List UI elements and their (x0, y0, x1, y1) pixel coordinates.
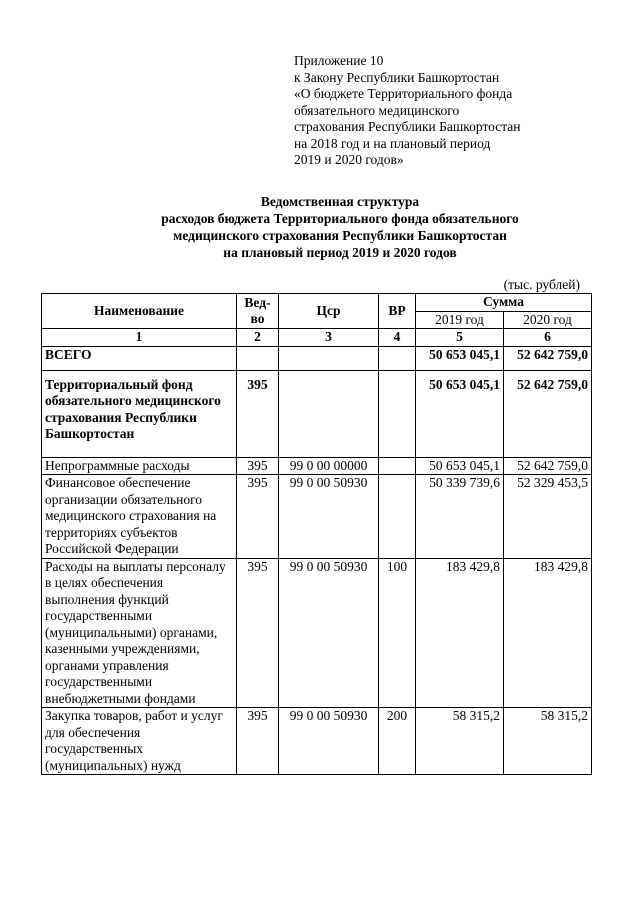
table-row (42, 708, 592, 775)
row-2019: 50 653 045,1 (416, 457, 504, 475)
row-2020: 52 642 759,0 (504, 457, 592, 475)
appendix-reference (294, 53, 594, 169)
appendix-line: на 2018 год и на плановый период (294, 135, 491, 151)
row-2019: 50 653 045,1 (416, 370, 504, 457)
appendix-line: 2019 и 2020 годов» (294, 152, 404, 167)
row-ved: 395 (237, 558, 279, 708)
row-vr (379, 370, 416, 457)
table-row (42, 346, 592, 370)
column-number: 2 (237, 329, 279, 347)
row-2019: 58 315,2 (416, 708, 504, 775)
appendix-line: «О бюджете Территориального фонда (294, 86, 513, 101)
column-number: 1 (42, 329, 237, 347)
title-line: медицинского страхования Республики Башкортостан (173, 228, 507, 243)
row-name: ВСЕГО (42, 346, 237, 370)
header-ved (237, 294, 279, 329)
header-row (42, 294, 592, 312)
header-2019: 2019 год (416, 311, 504, 329)
row-csr: 99 0 00 50930 (279, 558, 379, 708)
row-ved: 395 (237, 708, 279, 775)
row-csr: 99 0 00 50930 (279, 475, 379, 559)
row-csr: 99 0 00 00000 (279, 457, 379, 475)
row-csr (279, 370, 379, 457)
document-title (60, 193, 620, 261)
row-vr: 200 (379, 708, 416, 775)
row-name: Территориальный фонд обязательного медицинского страхования Республики Башкортостан (42, 370, 237, 457)
table-row (42, 475, 592, 559)
row-2019: 50 653 045,1 (416, 346, 504, 370)
row-ved: 395 (237, 370, 279, 457)
table-row (42, 457, 592, 475)
row-name: Расходы на выплаты персоналу в целях обеспечения выполнения функций государственными (муниципальными) органами, казенными учреждениями, органами управления государственными внебюджетными фондами (42, 558, 237, 708)
row-2020: 52 642 759,0 (504, 346, 592, 370)
row-csr (279, 346, 379, 370)
column-number: 6 (504, 329, 592, 347)
column-number-row (42, 329, 592, 347)
row-2019: 50 339 739,6 (416, 475, 504, 559)
appendix-line: к Закону Республики Башкортостан (294, 69, 500, 85)
table-row (42, 370, 592, 457)
row-ved (237, 346, 279, 370)
row-ved: 395 (237, 475, 279, 559)
row-name: Непрограммные расходы (42, 457, 237, 475)
column-number: 3 (279, 329, 379, 347)
row-vr (379, 457, 416, 475)
row-name: Закупка товаров, работ и услуг для обеспечения государственных (муниципальных) нужд (42, 708, 237, 775)
row-ved: 395 (237, 457, 279, 475)
column-number: 4 (379, 329, 416, 347)
row-2019: 183 429,8 (416, 558, 504, 708)
title-line: на плановый период 2019 и 2020 годов (223, 245, 457, 260)
appendix-line: обязательного медицинского (294, 102, 460, 118)
title-line: расходов бюджета Территориального фонда обязательного (161, 211, 519, 226)
row-2020: 52 329 453,5 (504, 475, 592, 559)
row-vr (379, 475, 416, 559)
appendix-line: Приложение 10 (294, 53, 384, 68)
row-vr (379, 346, 416, 370)
header-2020: 2020 год (504, 311, 592, 329)
header-ved-line: во (250, 311, 265, 326)
appendix-line: страхования Республики Башкортостан (294, 119, 521, 134)
table-row (42, 558, 592, 708)
units-label: (тыс. рублей) (503, 277, 580, 292)
header-sum: Сумма (416, 294, 592, 312)
header-ved-line: Вед- (244, 294, 271, 310)
row-name: Финансовое обеспечение организации обязательного медицинского страхования на территориях субъектов Российской Федерации (42, 475, 237, 559)
column-number: 5 (416, 329, 504, 347)
header-csr: Цср (279, 294, 379, 329)
header-vr: ВР (379, 294, 416, 329)
row-csr: 99 0 00 50930 (279, 708, 379, 775)
row-vr: 100 (379, 558, 416, 708)
row-2020: 58 315,2 (504, 708, 592, 775)
row-2020: 52 642 759,0 (504, 370, 592, 457)
header-name: Наименование (42, 294, 237, 329)
title-line: Ведомственная структура (260, 194, 420, 209)
budget-table (41, 293, 592, 775)
row-2020: 183 429,8 (504, 558, 592, 708)
